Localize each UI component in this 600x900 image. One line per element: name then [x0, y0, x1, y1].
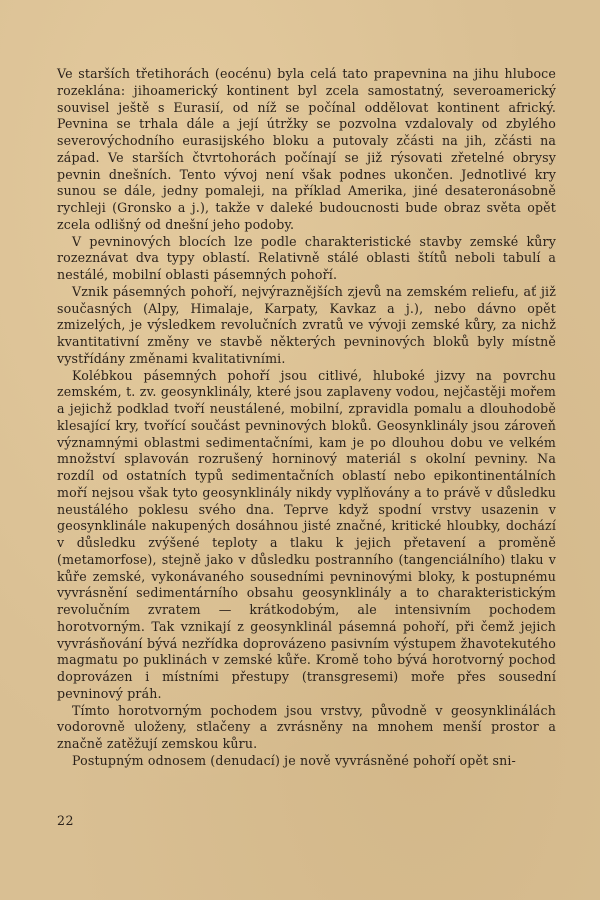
page-number: 22 [57, 813, 75, 828]
paragraph-geosynclines: Kolébkou pásemných pohoří jsou citlivé, hluboké jizvy na povrchu zemském, t. zv. geosynklinály, které jsou zaplaveny vodou, nejčastěji mořem a jejichž podklad tvoří neustálené, mobilní, zpravidla pomalu a dlouhodobě klesající kry, tvořící součást pevninových bloků. Geosynklinály jsou zároveň významnými oblastmi sedimentačními, kam je po dlouhou dobu ve velkém množství splavován rozrušený horninový materiál s okolní pevniny. Na rozdíl od ostatních typů sedimentačních oblastí nebo epikontinentálních moří nejsou však tyto geosynklinály nikdy vyplňovány a to právě v důsledku neustálého poklesu svého dna. Teprve když spodní vrstvy usazenin v geosynklinále nakupených dosáhnou jisté značné, kritické hloubky, dochází v důsledku zvýšené teploty a tlaku k jejich přetavení a proměně (metamorfose), stejně jako v důsledku postranního (tangenciálního) tlaku v kůře zemské, vykonávaného sousedními pevninovými bloky, k postupnému vyvrásnění sedimentárního obsahu geosynklinály a to charakteristickým revolučním zvratem — krátkodobým, ale intensivním pochodem horotvorným. Tak vznikají z geosynklinál pásemná pohoří, při čemž jejich vyvrásňování bývá nezřídka doprovázeno pasivním výstupem žhavotekutého magmatu po puklinách v zemské kůře. Kromě toho bývá horotvorný pochod doprovázen i místními přestupy (transgresemi) moře přes sousední pevninový práh. [57, 367, 556, 701]
paragraph-eocene-continents: Ve starších třetihorách (eocénu) byla celá tato prapevnina na jihu hluboce rozeklána: jihoamerický kontinent byl zcela samostatný, severoamerický souvisel ještě s Eurasií, od níž se počínal oddělovat kontinent africký. Pevnina se trhala dále a její útržky se pozvolna vzdalovaly od zbylého severovýchodního eurasijského bloku a putovaly zčásti na jih, zčásti na západ. Ve starších čtvrtohorách počínají se již rýsovati zřetelné obrysy pevnin dnešních. Tento vývoj není však podnes ukončen. Jednotlivé kry sunou se dále, jedny pomaleji, na příklad Amerika, jiné desateronásobně rychleji (Gronsko a j.), takže v daleké budoucnosti bude obraz světa opět zcela odlišný od dnešní jeho podoby. [57, 66, 556, 232]
body-text [57, 66, 556, 770]
paragraph-denudation: Postupným odnosem (denudací) je nově vyvrásněné pohoří opět sni- [72, 752, 516, 768]
paragraph-mountain-origin: Vznik pásemných pohoří, nejvýraznějších zjevů na zemském reliefu, ať již současných (Alpy, Himalaje, Karpaty, Kavkaz a j.), nebo dávno opět zmizelých, je výsledkem revolučních zvratů ve vývoji zemské kůry, za nichž kvantitativní změny ve stavbě některých pevninových bloků byly místně vystřídány změnami kvalitativními. [57, 283, 556, 366]
paragraph-orogeny-result: Tímto horotvorným pochodem jsou vrstvy, původně v geosynklinálách vodorovně uloženy, stlačeny a zvrásněny na mnohem menší prostor a značně zatěžují zemskou kůru. [57, 702, 556, 751]
paragraph-continental-blocks: V pevninových blocích lze podle charakteristické stavby zemské kůry rozeznávat dva typy oblastí. Relativně stálé oblasti štítů neboli tabulí a nestálé, mobilní oblasti pásemných pohoří. [57, 233, 556, 282]
